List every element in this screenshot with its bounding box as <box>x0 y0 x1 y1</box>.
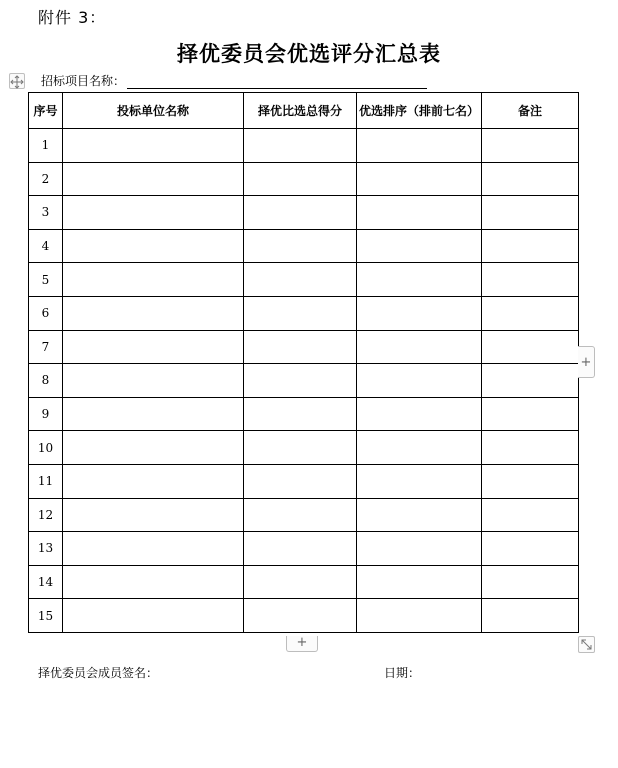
header-index: 序号 <box>29 93 63 129</box>
row-index: 8 <box>29 364 63 398</box>
table-row <box>29 364 579 398</box>
remarks-cell[interactable] <box>482 565 579 599</box>
project-name-field[interactable] <box>127 74 427 89</box>
total-score-cell[interactable] <box>244 364 357 398</box>
total-score-cell[interactable] <box>244 464 357 498</box>
signature-label: 择优委员会成员签名： <box>38 666 159 680</box>
row-index: 5 <box>29 263 63 297</box>
total-score-cell[interactable] <box>244 498 357 532</box>
remarks-cell[interactable] <box>482 431 579 465</box>
table-row <box>29 296 579 330</box>
bidder-name-cell[interactable] <box>63 397 244 431</box>
ranking-cell[interactable] <box>357 129 482 163</box>
table-row <box>29 565 579 599</box>
total-score-cell[interactable] <box>244 599 357 633</box>
remarks-cell[interactable] <box>482 364 579 398</box>
total-score-cell[interactable] <box>244 431 357 465</box>
table-row <box>29 162 579 196</box>
row-index: 9 <box>29 397 63 431</box>
bidder-name-cell[interactable] <box>63 330 244 364</box>
bidder-name-cell[interactable] <box>63 532 244 566</box>
remarks-cell[interactable] <box>482 464 579 498</box>
bidder-name-cell[interactable] <box>63 129 244 163</box>
table-row <box>29 129 579 163</box>
date-label: 日期： <box>384 666 421 680</box>
table-row <box>29 532 579 566</box>
row-index: 11 <box>29 464 63 498</box>
header-ranking: 优选排序（排前七名） <box>357 93 482 129</box>
row-index: 15 <box>29 599 63 633</box>
remarks-cell[interactable] <box>482 330 579 364</box>
total-score-cell[interactable] <box>244 296 357 330</box>
total-score-cell[interactable] <box>244 162 357 196</box>
bidder-name-cell[interactable] <box>63 464 244 498</box>
total-score-cell[interactable] <box>244 196 357 230</box>
ranking-cell[interactable] <box>357 296 482 330</box>
remarks-cell[interactable] <box>482 532 579 566</box>
table-row <box>29 599 579 633</box>
row-index: 2 <box>29 162 63 196</box>
bidder-name-cell[interactable] <box>63 431 244 465</box>
bidder-name-cell[interactable] <box>63 263 244 297</box>
remarks-cell[interactable] <box>482 498 579 532</box>
ranking-cell[interactable] <box>357 565 482 599</box>
ranking-cell[interactable] <box>357 330 482 364</box>
remarks-cell[interactable] <box>482 263 579 297</box>
total-score-cell[interactable] <box>244 229 357 263</box>
header-remarks: 备注 <box>482 93 579 129</box>
table-move-handle[interactable] <box>9 73 25 89</box>
row-index: 3 <box>29 196 63 230</box>
remarks-cell[interactable] <box>482 599 579 633</box>
bidder-name-cell[interactable] <box>63 229 244 263</box>
total-score-cell[interactable] <box>244 263 357 297</box>
table-row <box>29 229 579 263</box>
ranking-cell[interactable] <box>357 162 482 196</box>
ranking-cell[interactable] <box>357 431 482 465</box>
table-resize-handle[interactable] <box>578 636 595 653</box>
table-header-row <box>29 93 579 129</box>
total-score-cell[interactable] <box>244 565 357 599</box>
table-row <box>29 196 579 230</box>
remarks-cell[interactable] <box>482 229 579 263</box>
bidder-name-cell[interactable] <box>63 364 244 398</box>
remarks-cell[interactable] <box>482 129 579 163</box>
remarks-cell[interactable] <box>482 397 579 431</box>
table-row <box>29 263 579 297</box>
ranking-cell[interactable] <box>357 599 482 633</box>
page-title: 择优委员会优选评分汇总表 <box>177 41 441 66</box>
row-index: 13 <box>29 532 63 566</box>
attachment-label: 附件 3： <box>38 8 107 27</box>
bidder-name-cell[interactable] <box>63 196 244 230</box>
ranking-cell[interactable] <box>357 397 482 431</box>
row-index: 12 <box>29 498 63 532</box>
project-name-label: 招标项目名称： <box>41 74 126 88</box>
plus-icon: + <box>580 355 592 370</box>
table-row <box>29 498 579 532</box>
header-total-score: 择优比选总得分 <box>244 93 357 129</box>
bidder-name-cell[interactable] <box>63 296 244 330</box>
score-summary-table <box>28 92 579 633</box>
move-arrows-icon <box>10 75 24 89</box>
bidder-name-cell[interactable] <box>63 162 244 196</box>
table-row <box>29 330 579 364</box>
total-score-cell[interactable] <box>244 330 357 364</box>
row-index: 10 <box>29 431 63 465</box>
remarks-cell[interactable] <box>482 196 579 230</box>
row-index: 1 <box>29 129 63 163</box>
remarks-cell[interactable] <box>482 162 579 196</box>
table-row <box>29 431 579 465</box>
plus-icon: + <box>296 635 308 650</box>
row-index: 4 <box>29 229 63 263</box>
ranking-cell[interactable] <box>357 498 482 532</box>
add-column-button[interactable] <box>578 346 595 378</box>
ranking-cell[interactable] <box>357 364 482 398</box>
header-bidder-name: 投标单位名称 <box>63 93 244 129</box>
table-row <box>29 397 579 431</box>
resize-diagonal-icon <box>579 637 594 652</box>
row-index: 14 <box>29 565 63 599</box>
ranking-cell[interactable] <box>357 196 482 230</box>
ranking-cell[interactable] <box>357 263 482 297</box>
remarks-cell[interactable] <box>482 296 579 330</box>
bidder-name-cell[interactable] <box>63 599 244 633</box>
table-row <box>29 464 579 498</box>
row-index: 6 <box>29 296 63 330</box>
row-index: 7 <box>29 330 63 364</box>
ranking-cell[interactable] <box>357 464 482 498</box>
total-score-cell[interactable] <box>244 129 357 163</box>
ranking-cell[interactable] <box>357 229 482 263</box>
bidder-name-cell[interactable] <box>63 565 244 599</box>
bidder-name-cell[interactable] <box>63 498 244 532</box>
add-row-button[interactable] <box>286 636 318 652</box>
total-score-cell[interactable] <box>244 532 357 566</box>
ranking-cell[interactable] <box>357 532 482 566</box>
total-score-cell[interactable] <box>244 397 357 431</box>
project-name-row <box>41 72 427 89</box>
